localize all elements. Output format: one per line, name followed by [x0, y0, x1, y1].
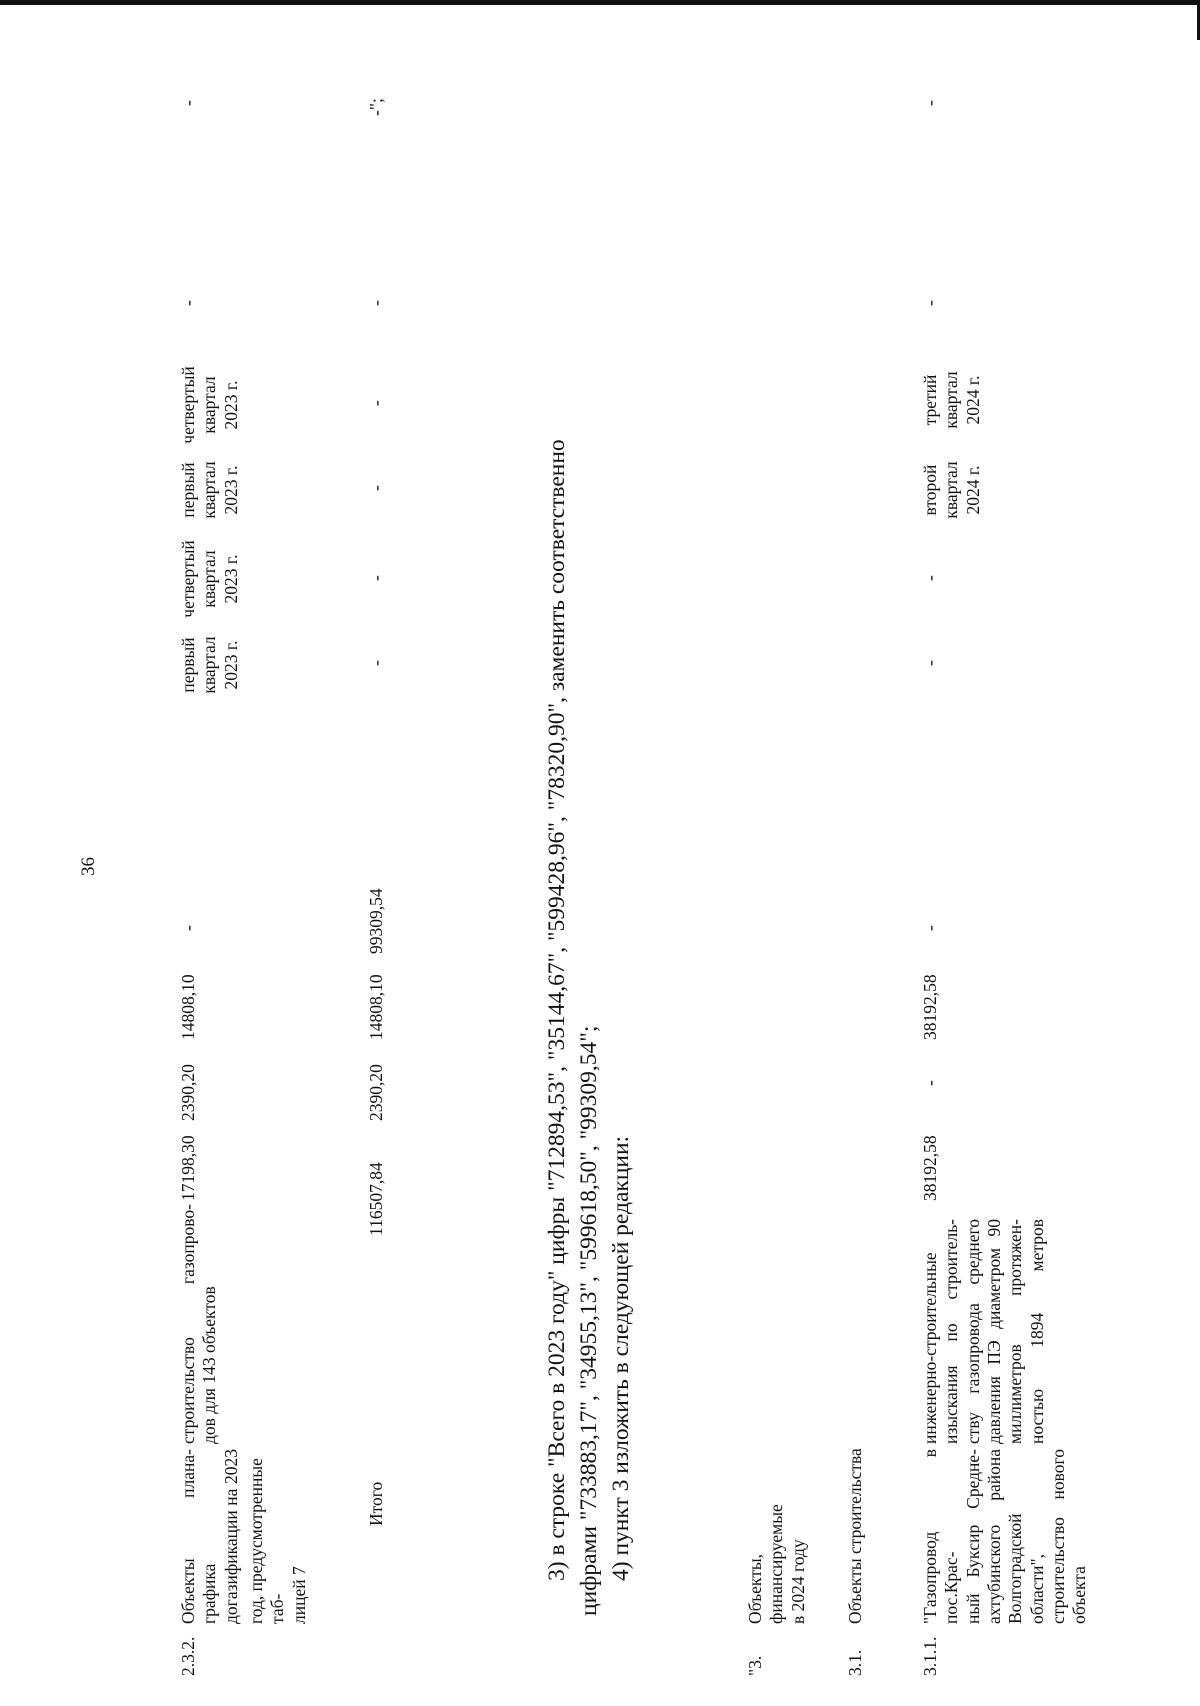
q-line: третий	[920, 374, 940, 426]
row-3-name-line: в 2024 году	[787, 1539, 808, 1624]
row-3-1-1-col2: -	[920, 1080, 940, 1086]
row-3-name-line: Объекты, финансируемые	[745, 1504, 787, 1624]
itogo-c1: -	[366, 300, 386, 306]
row-2-3-2-description-line: строительство газопрово-	[178, 1204, 198, 1444]
itogo-label: Итого	[366, 1481, 386, 1526]
q-line: 2023 г.	[220, 640, 241, 690]
page-number: 36	[78, 857, 99, 876]
itogo-q2: -	[366, 575, 386, 581]
row-3-1-1-name-line: объекта	[1069, 1566, 1090, 1624]
row-3-1-1-col3: 38192,58	[920, 974, 940, 1040]
q-line: четвертый	[178, 540, 198, 618]
q-line: 2024 г.	[962, 465, 983, 515]
paragraph-line-3: 4) пункт 3 изложить в следующей редакции:	[608, 1135, 634, 1581]
q-line: квартал	[199, 550, 220, 608]
row-2-3-2-name-line: год, предусмотренные таб-	[246, 1458, 288, 1624]
paragraph-line-2: цифрами "733883,17", "34955,13", "599618,50", "99309,54";	[576, 1025, 602, 1616]
q-line: первый	[178, 462, 198, 518]
row-3-1-number: 3.1.	[845, 1649, 865, 1676]
row-3-1-1-description-line: инженерно-строительные	[920, 1252, 940, 1444]
row-2-3-2-end-q2	[178, 534, 242, 624]
itogo-c2: -";	[366, 98, 386, 116]
itogo-q4: -	[366, 400, 386, 406]
row-3-1-1-name-line: ахтубинского района	[984, 1449, 1005, 1624]
row-2-3-2-start-q3	[178, 449, 242, 531]
row-3-name	[745, 1434, 809, 1624]
row-3-1-1-description-line: ству газопровода среднего	[962, 1219, 983, 1444]
row-3-1-1-number: 3.1.1.	[920, 1636, 940, 1676]
itogo-q1: -	[366, 660, 386, 666]
q-line: 2023 г.	[220, 554, 241, 604]
row-3-1-1-q2: -	[920, 575, 940, 581]
itogo-total: 116507,84	[366, 1162, 386, 1236]
row-2-3-2-number: 2.3.2.	[178, 1636, 198, 1676]
itogo-q3: -	[366, 485, 386, 491]
row-3-1-1-c2: -	[920, 100, 940, 106]
row-2-3-2-c2: -	[178, 100, 198, 106]
row-3-1-1-name-line: ный Букcир Средне-	[962, 1449, 983, 1624]
row-3-1-1-description-line: миллиметров протяжен-	[1005, 1219, 1026, 1444]
row-2-3-2-c1: -	[178, 300, 198, 306]
row-3-1-1-end-q4	[920, 359, 984, 441]
row-2-3-2-col2: 2390,20	[178, 1064, 198, 1121]
row-2-3-2-name-line: догазификации на 2023	[220, 1449, 241, 1624]
q-line: квартал	[199, 461, 220, 519]
row-2-3-2-description	[178, 1204, 221, 1444]
row-2-3-2-col3: 14808,10	[178, 974, 198, 1040]
row-3-1-name: Объекты строительства	[845, 1448, 865, 1624]
q-line: 2023 г.	[220, 380, 241, 430]
q-line: второй	[920, 464, 940, 516]
row-2-3-2-name-tail	[246, 1449, 310, 1624]
row-3-1-1-name-line: строительство нового	[1048, 1449, 1069, 1624]
row-2-3-2-end-q4	[178, 360, 242, 450]
row-3-1-1-q1: -	[920, 660, 940, 666]
row-2-3-2-description-line: дов для 143 объектов	[199, 1286, 220, 1444]
row-2-3-2-name	[178, 1449, 242, 1624]
row-3-1-1-col4: -	[920, 925, 940, 931]
row-3-1-1-description-line: изыскания по строитель-	[941, 1219, 962, 1444]
row-3-1-1-description	[920, 1219, 1048, 1444]
q-line: квартал	[941, 371, 962, 429]
q-line: четвертый	[178, 366, 198, 444]
row-3-1-1-description-line: ностью 1894 метров	[1026, 1219, 1047, 1444]
row-2-3-2-name-line: Объекты плана-графика	[178, 1449, 220, 1624]
paragraph-line-1: 3) в строке "Всего в 2023 году" цифры "712894,53", "35144,67", "599428,96", "78320,90", заменить соответственно	[544, 439, 570, 1581]
row-3-1-1-total: 38192,58	[920, 1135, 940, 1201]
itogo-col3: 14808,10	[366, 974, 386, 1040]
row-3-1-1-c1: -	[920, 300, 940, 306]
row-3-number: "3.	[745, 1655, 765, 1676]
row-3-1-1-name	[920, 1449, 1091, 1624]
q-line: 2023 г.	[220, 465, 241, 515]
row-2-3-2-start-q1	[178, 624, 242, 706]
row-3-1-1-name-line: "Газопровод в пос.Крас-	[920, 1449, 962, 1624]
itogo-col2: 2390,20	[366, 1064, 386, 1121]
row-2-3-2-name-line: лицей 7	[288, 1566, 309, 1624]
row-3-1-1-description-line: давления ПЭ диаметром 90	[984, 1219, 1005, 1444]
q-line: квартал	[199, 636, 220, 694]
row-2-3-2-total: 17198,30	[178, 1135, 198, 1201]
q-line: квартал	[941, 461, 962, 519]
itogo-col4: 99309,54	[366, 888, 386, 954]
row-2-3-2-col4: -	[178, 925, 198, 931]
q-line: 2024 г.	[962, 375, 983, 425]
row-3-1-1-start-q3	[920, 449, 984, 531]
row-3-1-1-name-line: Волгоградской области",	[1005, 1513, 1047, 1624]
q-line: первый	[178, 637, 198, 693]
q-line: квартал	[199, 376, 220, 434]
